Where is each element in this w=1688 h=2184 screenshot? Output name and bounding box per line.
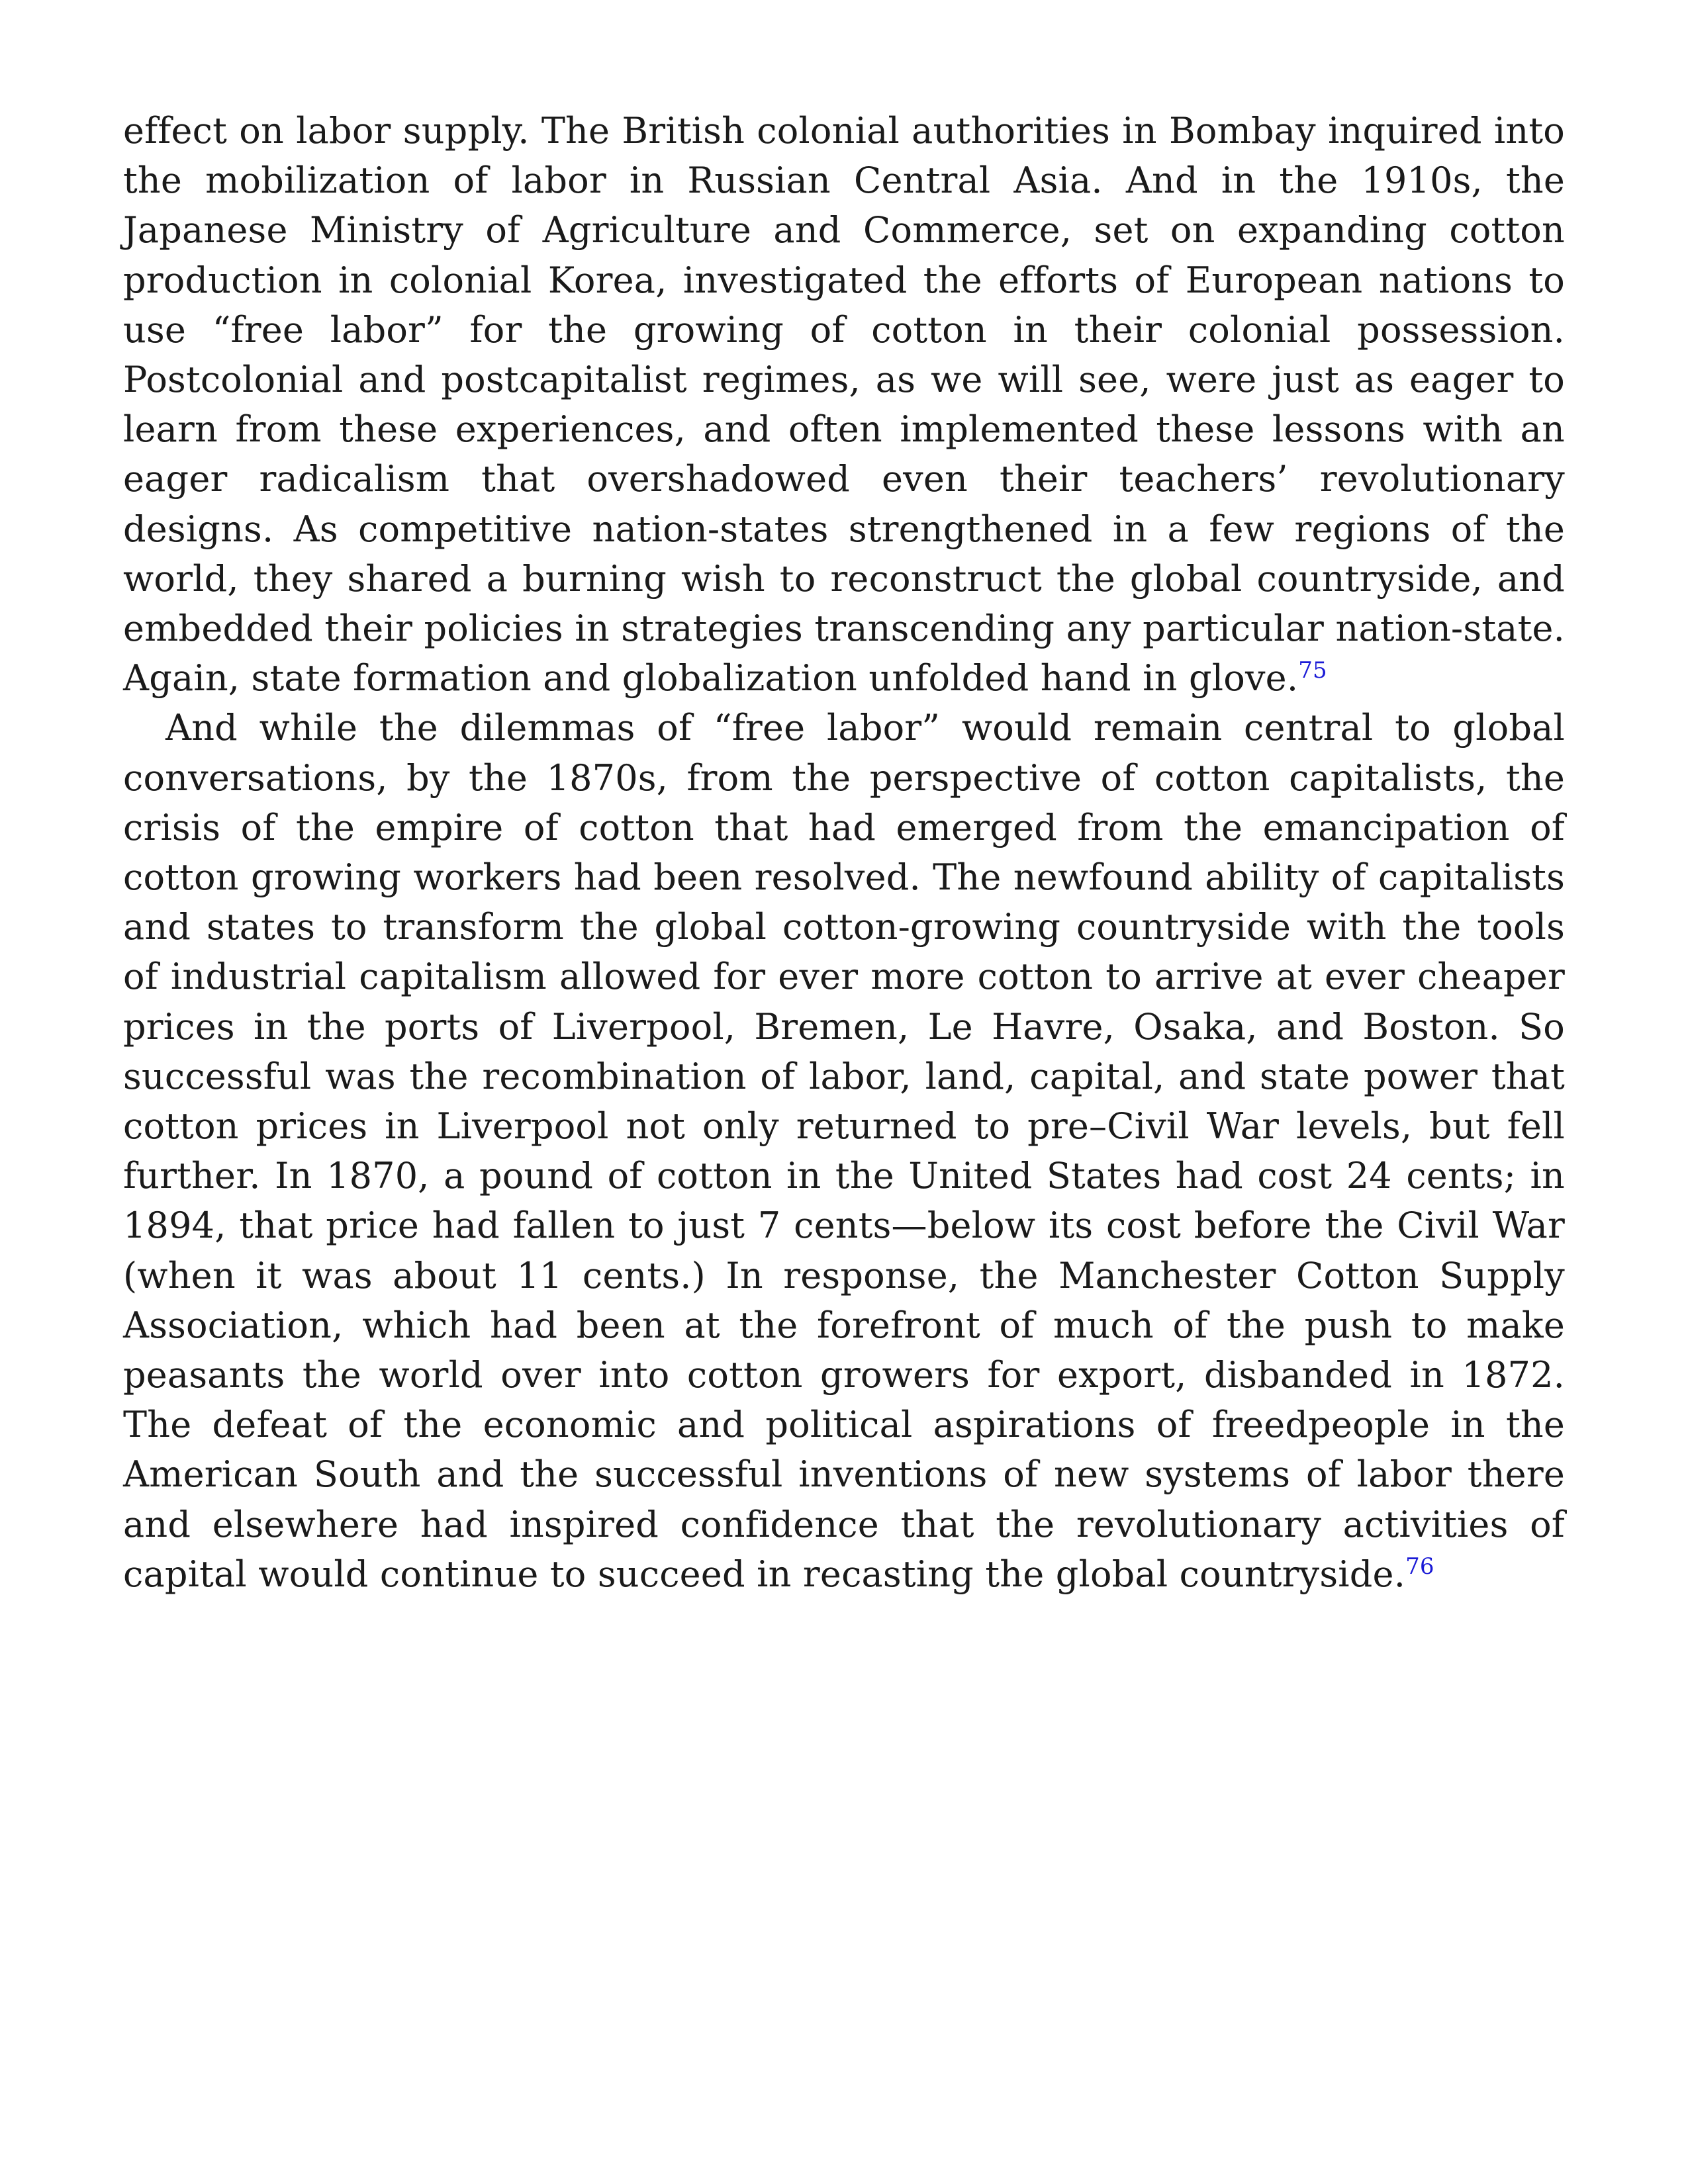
paragraph-2-text: And while the dilemmas of “free labor” would remain central to global conversations, by the 1870s, from the perspective of cotton capitalists, the crisis of the empire of cotton that had emerged from the emancipation of cotton growing workers had been resolved. The newfound ability of capitalists and states to transform the global cotton-growing countryside with the tools of industrial capitalism allowed for ever more cotton to arrive at ever cheaper prices in the ports of Liverpool, Bremen, Le Havre, Osaka, and Boston. So successful was the recombination of labor, land, capital, and state power that cotton prices in Liverpool not only returned to pre–Civil War levels, but fell further. In 1870, a pound of cotton in the United States had cost 24 cents; in 1894, that price had fallen to just 7 cents—below its cost before the Civil War (when it was about 11 cents.) In response, the Manchester Cotton Supply Association, which had been at the forefront of much of the push to make peasants the world over into cotton growers for export, disbanded in 1872. The defeat of the economic and political aspirations of freedpeople in the American South and the successful inventions of new systems of labor there and elsewhere had inspired confidence that the revolutionary activities of capital would continue to succeed in recasting the global countryside. bbox=[123, 707, 1565, 1595]
footnote-ref-76[interactable]: 76 bbox=[1405, 1553, 1434, 1580]
footnote-ref-75[interactable]: 75 bbox=[1298, 657, 1327, 684]
paragraph-1 bbox=[123, 106, 1565, 703]
page-body bbox=[123, 106, 1565, 1599]
paragraph-2 bbox=[123, 703, 1565, 1599]
paragraph-1-text: effect on labor supply. The British colonial authorities in Bombay inquired into the mobilization of labor in Russian Central Asia. And in the 1910s, the Japanese Ministry of Agriculture and Commerce, set on expanding cotton production in colonial Korea, investigated the efforts of European nations to use “free labor” for the growing of cotton in their colonial possession. Postcolonial and postcapitalist regimes, as we will see, were just as eager to learn from these experiences, and often implemented these lessons with an eager radicalism that overshadowed even their teachers’ revolutionary designs. As competitive nation-states strengthened in a few regions of the world, they shared a burning wish to reconstruct the global countryside, and embedded their policies in strategies transcending any particular nation-state. Again, state formation and globalization unfolded hand in glove. bbox=[123, 110, 1565, 700]
